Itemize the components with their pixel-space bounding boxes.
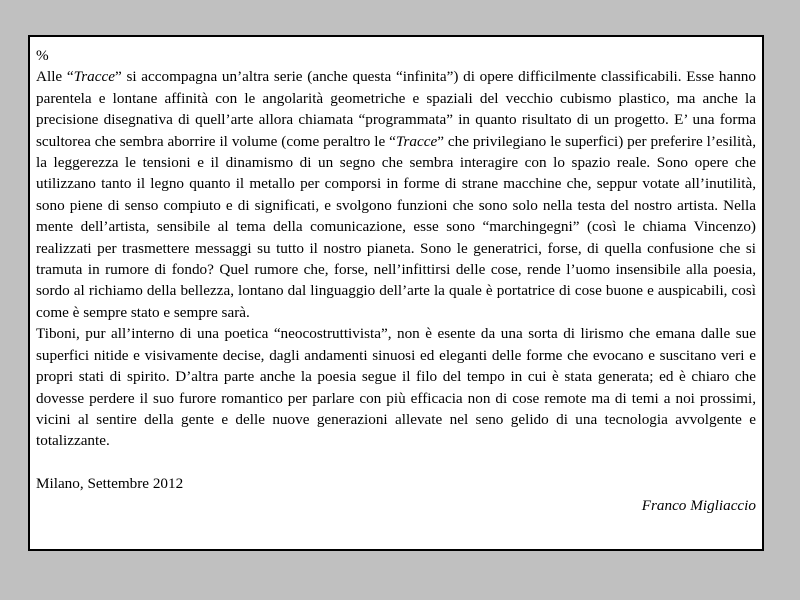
place-date: Milano, Settembre 2012 — [36, 475, 184, 493]
paragraph-1-italic-title: Tracce — [73, 68, 115, 86]
signature: Franco Migliaccio — [641, 496, 756, 514]
paragraph-1-segment: Alle “ — [36, 68, 74, 86]
percent-marker: % — [36, 47, 49, 64]
blank-line — [36, 452, 756, 473]
paragraph-1-segment: ” si accompagna un’altra serie (anche questa “infinita”) di opere difficilmente classificabili. Esse hanno parentela e lontane affinità con le angolarità geometriche e spaziali del vecchio cubismo plastico, ma anche la precisione disegnativa di quell’arte allora chiamata “programmata” in quanto risultato di un progetto. E’ una forma scultorea che sembra aborrire il volume (come peraltro le “ — [36, 68, 756, 150]
paragraph-1 — [36, 66, 756, 323]
paragraph-1-segment: ” che privilegiano le superfici) per preferire l’esilità, la leggerezza le tensioni e il dinamismo di un segno che sembra interagire con lo spazio reale. Sono opere che utilizzano tanto il legno quanto il metallo per comporsi in forme di strane macchine che, seppur votate all’inutilità, sono piene di senso compiuto e di significati, e svolgono funzioni che sono solo nella testa del nostro artista. Nella mente dell’artista, sensibile al tema della comunicazione, esse sono “marchingegni” (così le chiama Vincenzo) realizzati per trasmettere messaggi su tutto il nostro pianeta. Sono le generatrici, forse, di quella confusione che si tramuta in rumore di fondo? Quel rumore che, forse, nell’infittirsi delle cose, rende l’uomo insensibile alla poesia, sordo al richiamo della bellezza, lontano dal linguaggio dell’arte la quale è portatrice di cose buone e auspicabili, così come è sempre stato e sempre sarà. — [36, 132, 756, 321]
document-page — [28, 35, 764, 551]
paragraph-2: Tiboni, pur all’interno di una poetica “neocostruttivista”, non è esente da una sorta di lirismo che emana dalle sue superfici nitide e visivamente decise, dagli andamenti sinuosi ed eleganti delle forme che evocano e suscitano veri e propri stati di spirito. D’altra parte anche la poesia segue il filo del tempo in cui è stata generata; ed è chiaro che dovesse perdere il suo furore romantico per parlare con più efficacia non di cose remote ma di temi a noi prossimi, vicini al sentire della gente e delle nuove generazioni allevate nel seno gelido di una tecnologia avvolgente e totalizzante. — [36, 325, 756, 450]
paragraph-1-italic-title: Tracce — [395, 132, 438, 150]
